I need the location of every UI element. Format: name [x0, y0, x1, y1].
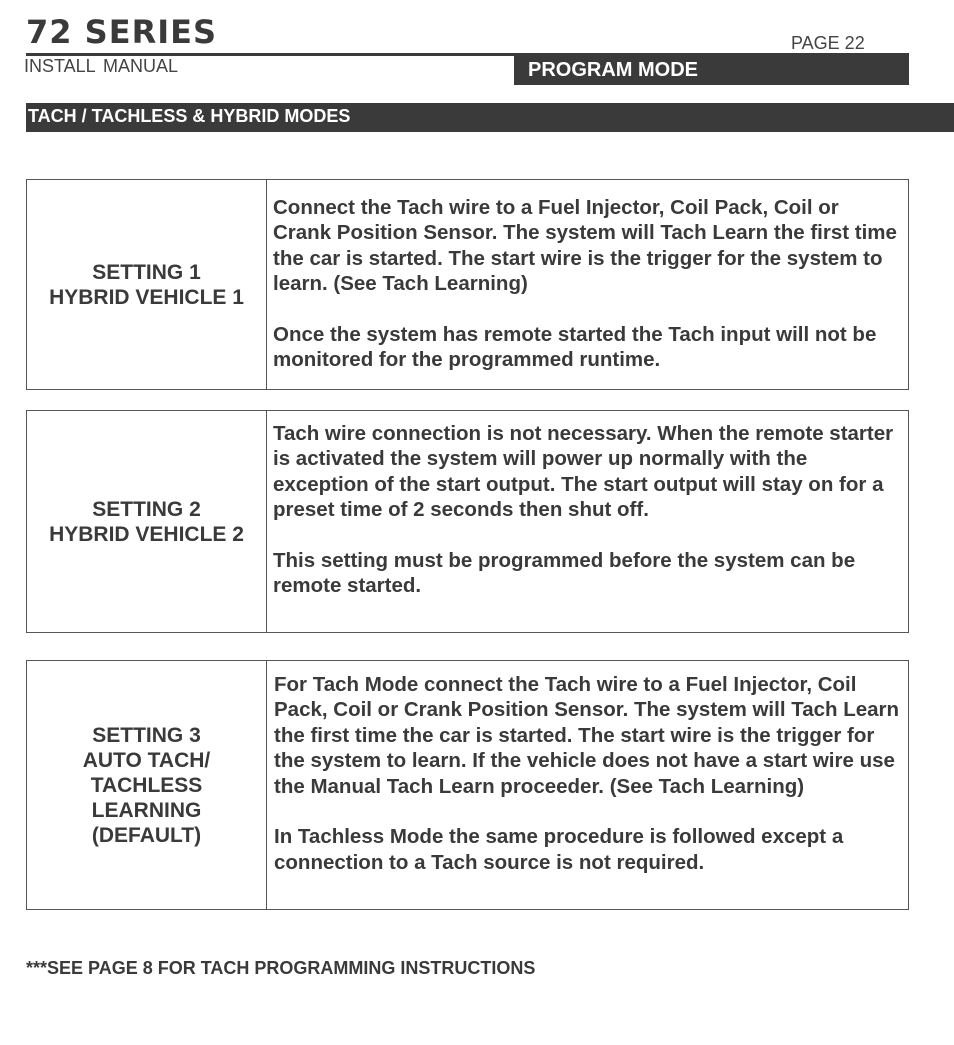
setting-3-paragraph-2: In Tachless Mode the same procedure is followed except a connection to a Tach source is not required. — [274, 825, 844, 874]
setting-1-description — [267, 180, 908, 389]
setting-3-label: SETTING 3 AUTO TACH/ TACHLESS LEARNING (DEFAULT) — [27, 661, 267, 909]
series-title: 72 SERIES — [26, 13, 218, 51]
setting-2-label: SETTING 2 HYBRID VEHICLE 2 — [27, 411, 267, 632]
setting-3-paragraph-1: For Tach Mode connect the Tach wire to a Fuel Injector, Coil Pack, Coil or Crank Position Sensor. The system will Tach Learn the first time the car is started. The start wire is the trigger for the system to learn. If the vehicle does not have a start wire use the Manual Tach Learn proceeder. (See Tach Learning) — [274, 673, 900, 798]
program-mode-banner: PROGRAM MODE — [514, 56, 909, 85]
setting-2-description — [267, 411, 908, 632]
section-title-bar: TACH / TACHLESS & HYBRID MODES — [26, 103, 954, 132]
setting-1-box — [26, 179, 909, 390]
setting-3-box — [26, 660, 909, 910]
page-number: PAGE 22 — [791, 33, 865, 53]
setting-1-paragraph-1: Connect the Tach wire to a Fuel Injector, Coil Pack, Coil or Crank Position Sensor. The system will Tach Learn the first time the car is started. The start wire is the trigger for the system to learn. (See Tach Learning) — [273, 196, 897, 296]
setting-3-description — [267, 661, 908, 909]
setting-2-paragraph-1: Tach wire connection is not necessary. When the remote starter is activated the system will power up normally with the exception of the start output. The start output will stay on for a preset time of 2 seconds then shut off. — [273, 422, 894, 522]
setting-2-box — [26, 410, 909, 633]
setting-1-paragraph-2: Once the system has remote started the Tach input will not be monitored for the programmed runtime. — [273, 323, 877, 372]
install-manual-label: INSTALL MANUAL — [24, 56, 179, 76]
footnote: ***SEE PAGE 8 FOR TACH PROGRAMMING INSTRUCTIONS — [26, 958, 536, 978]
setting-2-paragraph-2: This setting must be programmed before the system can be remote started. — [273, 549, 856, 598]
setting-1-label: SETTING 1 HYBRID VEHICLE 1 — [27, 180, 267, 389]
